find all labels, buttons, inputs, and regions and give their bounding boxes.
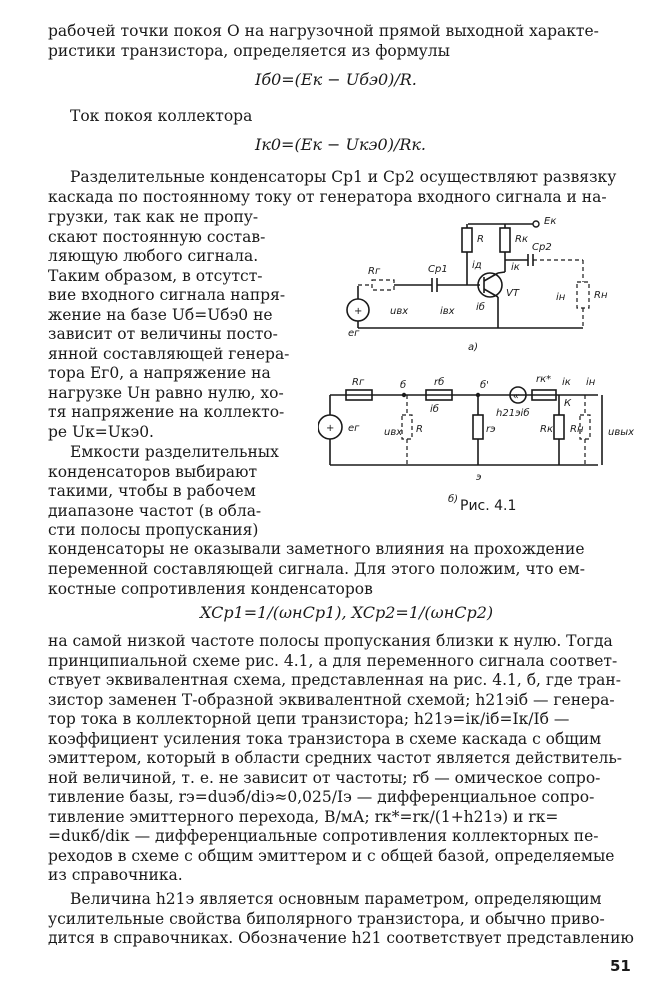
paragraph-line: тивление базы, rэ=duэб/diэ≈0,025/Iэ — дифференциальное сопро- <box>48 788 595 806</box>
paragraph-line: коэффициент усиления тока транзистора в схеме каскада с общим <box>48 729 602 748</box>
formula-collector-current: Iк0=(Eк − Uкэ0)/Rк. <box>255 135 427 154</box>
formula-base-current: Iб0=(Eк − Uбэ0)/R. <box>255 70 417 89</box>
fig-label: rэ <box>486 424 496 435</box>
paragraph-line: усилительные свойства биполярного транзистора, и обычно приво- <box>48 909 605 928</box>
formula-capacitor-reactance: XCр1=1/(ωнCр1), XCр2=1/(ωнCр2) <box>200 603 494 622</box>
paragraph-line: дится в справочниках. Обозначение h21 соответствует представлению <box>48 929 634 947</box>
fig-label: iб <box>430 404 439 415</box>
narrow-line: Емкости разделительных <box>70 443 279 461</box>
after-figure-line-2: переменной составляющей сигнала. Для этого положим, что ем- <box>48 560 585 578</box>
paragraph-line: зистор заменен Т-образной эквивалентной схемой; h21эiб — генера- <box>48 690 615 709</box>
fig-label: Cр1 <box>428 264 448 275</box>
fig-label: R <box>416 424 423 435</box>
page-number: 51 <box>610 957 631 975</box>
fig-label: э <box>476 472 482 483</box>
paragraph-line: реходов в схеме с общим эмиттером и с общей базой, определяемые <box>48 846 615 865</box>
svg-text:«: « <box>513 391 520 402</box>
narrow-line: зависит от величины посто- <box>48 325 278 343</box>
paragraph-line: на самой низкой частоте полосы пропускания близки к нулю. Тогда <box>48 632 613 650</box>
fig-label: Rк <box>515 234 528 245</box>
paragraph-line: ствует эквивалентная схема, представленная на рис. 4.1, б, где тран- <box>48 671 621 689</box>
fig-label-b: б) <box>448 494 459 505</box>
fig-label: eг <box>348 328 360 339</box>
narrow-line: такими, чтобы в рабочем <box>48 482 256 500</box>
fig-label: uвх <box>390 306 409 317</box>
paragraph-line: принципиальной схеме рис. 4.1, а для переменного сигнала соответ- <box>48 651 618 670</box>
fig-label: б' <box>480 380 489 391</box>
fig-label: Rн <box>570 424 584 435</box>
fig-label: Cр2 <box>532 242 552 253</box>
collector-heading: Ток покоя коллектора <box>70 107 253 125</box>
paragraph-line: эмиттером, который в области средних частот является действитель- <box>48 749 623 767</box>
narrow-text-block-2 <box>48 443 296 541</box>
fig-label: iк <box>511 262 520 273</box>
narrow-line: Таким образом, в отсутст- <box>48 266 263 285</box>
fig-label: Eк <box>544 216 557 227</box>
narrow-line: вие входного сигнала напря- <box>48 286 286 304</box>
fig-label: iн <box>586 377 596 388</box>
circuit-b <box>318 374 634 505</box>
narrow-line: конденсаторов выбирают <box>48 462 258 481</box>
paragraph-line: Величина h21э является основным параметром, определяющим <box>70 890 602 908</box>
fig-label: h21эiб <box>496 408 530 419</box>
narrow-line: диапазоне частот (в обла- <box>48 501 262 520</box>
narrow-line: ре Uк=Uкэ0. <box>48 422 154 441</box>
narrow-line: тора Eг0, а напряжение на <box>48 364 271 382</box>
fig-label: rк* <box>536 374 552 385</box>
after-figure-line-1: конденсаторы не оказывали заметного влияния на прохождение <box>48 540 585 558</box>
svg-text:+: + <box>326 423 335 434</box>
after-figure-line-3: костные сопротивления конденсаторов <box>48 580 373 598</box>
intro-line-2: ристики транзистора, определяется из формулы <box>48 42 450 60</box>
fig-label: iвх <box>440 306 455 317</box>
fig-label: iд <box>472 260 482 271</box>
figure-4-1-circuit <box>318 210 650 530</box>
paragraph-line: =duкб/diк — дифференциальные сопротивления коллекторных пе- <box>48 827 599 845</box>
paragraph-line: ной величиной, т. е. не зависит от частоты; rб — омическое сопро- <box>48 768 601 787</box>
fig-label: uвх <box>384 427 403 438</box>
fig-label: Rг <box>368 266 381 277</box>
fig-label: К <box>564 398 572 409</box>
circuit-diagrams <box>318 210 650 530</box>
fig-label: Rк <box>540 424 553 435</box>
fig-label: rб <box>434 377 445 388</box>
svg-text:+: + <box>354 306 363 317</box>
fig-label: VT <box>506 288 519 299</box>
narrow-line: грузки, так как не пропу- <box>48 208 259 226</box>
equivalent-circuit-paragraph <box>48 632 642 886</box>
narrow-line: жение на базе Uб=Uбэ0 не <box>48 305 273 324</box>
fig-label: eг <box>348 423 360 434</box>
intro-line-1: рабочей точки покоя O на нагрузочной прямой выходной характе- <box>48 22 599 40</box>
fig-label: iн <box>556 292 566 303</box>
capacitors-line-1: Разделительные конденсаторы Cр1 и Cр2 осуществляют развязку <box>70 168 617 186</box>
capacitors-line-2: каскада по постоянному току от генератора входного сигнала и на- <box>48 188 607 206</box>
figure-caption: Рис. 4.1 <box>460 498 517 514</box>
paragraph-line: из справочника. <box>48 866 183 884</box>
fig-label: iк <box>562 377 571 388</box>
fig-label-a: а) <box>468 342 479 353</box>
circuit-a <box>347 216 608 353</box>
narrow-text-block-1 <box>48 208 296 442</box>
narrow-line: сти полосы пропускания) <box>48 521 259 539</box>
narrow-line: скают постоянную состав- <box>48 227 266 246</box>
fig-label: Rг <box>352 377 365 388</box>
paragraph-line: тор тока в коллекторной цепи транзистора; h21э=iк/iб=Iк/Iб — <box>48 710 570 728</box>
narrow-line: тя напряжение на коллекто- <box>48 403 285 421</box>
fig-label: uвых <box>608 427 635 438</box>
fig-label: б <box>400 380 407 391</box>
narrow-line: янной составляющей генера- <box>48 344 290 363</box>
narrow-line: ляющую любого сигнала. <box>48 247 259 265</box>
h21-paragraph <box>48 890 642 949</box>
paragraph-line: тивление эмиттерного перехода, В/мА; rк*=rк/(1+h21э) и rк= <box>48 807 559 826</box>
fig-label: R <box>477 234 484 245</box>
fig-label: Rн <box>594 290 608 301</box>
narrow-line: нагрузке Uн равно нулю, хо- <box>48 383 284 402</box>
fig-label: iб <box>476 302 485 313</box>
